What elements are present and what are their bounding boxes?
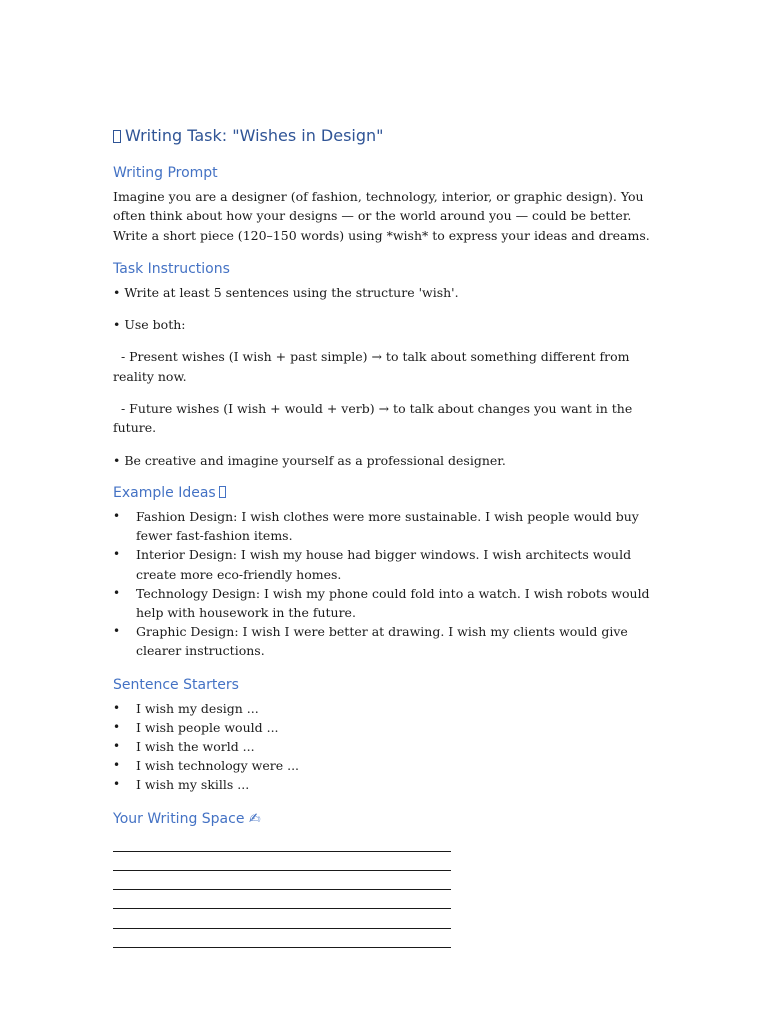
writing-prompt-text: Imagine you are a designer (of fashion, technology, interior, or graphic design). You often think about how your designs — or the world around you — could be better. Write a short piece (120–150 words) using *wish* to express your ideas and dreams. [113,189,650,243]
list-item-text: I wish my design ... [136,700,259,716]
bullet-icon: • [113,758,121,773]
list-item [113,545,653,583]
bullet-icon: • [113,777,121,792]
writing-space-heading: Your Writing Space ✍ [113,810,261,827]
document-title-text: Writing Task: "Wishes in Design" [125,126,384,145]
example-ideas-heading-text: Example Ideas [113,484,216,501]
instruction-line-4: - Future wishes (I wish + would + verb) → to talk about changes you want in the future. [113,401,637,436]
bullet-icon: • [113,719,121,734]
example-ideas-heading [113,483,653,503]
instruction-line-2: • Use both: [113,317,186,333]
bullet-icon: • [113,508,121,523]
missing-glyph-icon [219,486,226,498]
list-item-text: I wish my skills ... [136,777,250,793]
bullet-icon: • [113,700,121,715]
instruction-line-5: • Be creative and imagine yourself as a professional designer. [113,452,506,468]
bullet-icon: • [113,624,121,639]
list-item-text: Technology Design: I wish my phone could fold into a watch. I wish robots would help with housework in the future. [136,585,650,620]
writing-space-lines [113,833,653,948]
list-item-text: I wish people would ... [136,719,279,735]
sentence-starters-heading: Sentence Starters [113,676,239,693]
writing-line[interactable] [113,852,451,871]
list-item [113,718,653,737]
bullet-icon: • [113,585,121,600]
document-page [113,125,653,948]
list-item-text: Fashion Design: I wish clothes were more sustainable. I wish people would buy fewer fast-fashion items. [136,508,639,544]
bullet-icon: • [113,547,121,562]
list-item-text: Interior Design: I wish my house had bigger windows. I wish architects would create more eco-friendly homes. [136,547,632,582]
writing-line[interactable] [113,890,451,909]
writing-prompt-heading: Writing Prompt [113,165,218,181]
list-item [113,737,653,756]
list-item-text: Graphic Design: I wish I were better at drawing. I wish my clients would give clearer instructions. [136,624,628,659]
missing-glyph-icon [113,130,121,143]
sentence-starters-list [113,699,653,795]
list-item [113,699,653,718]
list-item-text: I wish the world ... [136,739,255,754]
list-item [113,622,653,660]
list-item [113,584,653,622]
task-instructions-heading: Task Instructions [113,260,230,277]
list-item [113,775,653,794]
writing-line[interactable] [113,871,451,890]
instruction-line-3: - Present wishes (I wish + past simple) → to talk about something different from reality now. [113,349,634,384]
example-ideas-list [113,507,653,661]
document-title [113,125,653,147]
writing-line[interactable] [113,833,451,852]
list-item-text: I wish technology were ... [136,758,300,774]
writing-line[interactable] [113,929,451,948]
instruction-line-1: • Write at least 5 sentences using the structure 'wish'. [113,284,459,300]
list-item [113,507,653,545]
writing-line[interactable] [113,909,451,928]
bullet-icon: • [113,739,121,753]
list-item [113,756,653,775]
